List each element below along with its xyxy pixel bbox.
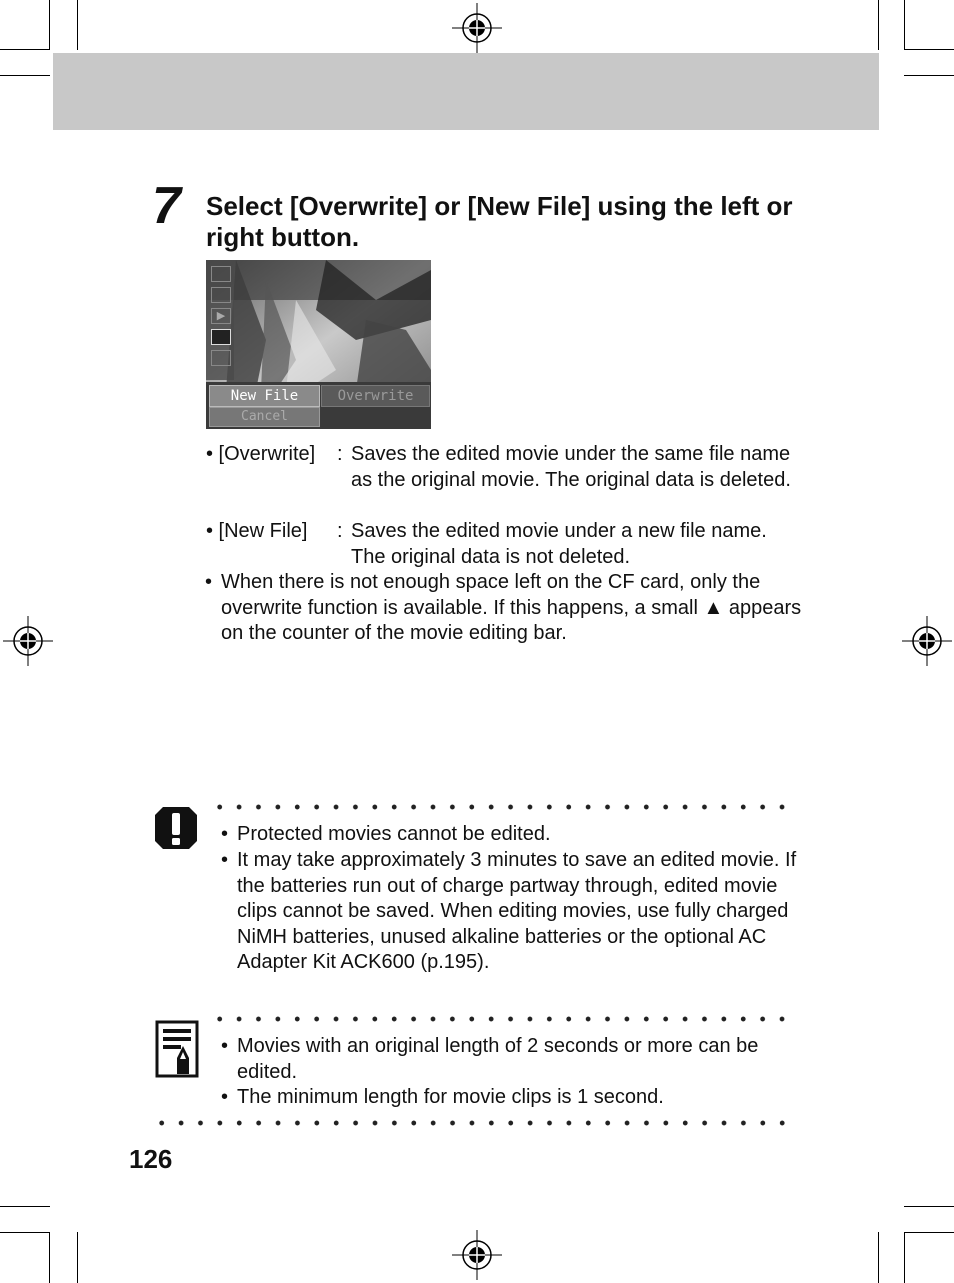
- crop-mark: [904, 75, 954, 76]
- clapper-icon: [211, 266, 231, 282]
- cancel-button[interactable]: [209, 407, 320, 427]
- space-note-text-end: appears on the counter of the movie editing bar.: [221, 596, 802, 645]
- crop-mark: [904, 1232, 905, 1283]
- crop-mark: [0, 49, 50, 50]
- crop-mark: [904, 1206, 954, 1207]
- dotted-divider: [152, 1120, 792, 1126]
- caution-item-text: It may take approximately 3 minutes to save an edited movie. If the batteries run out of charge partway through, edited movie clips cannot be saved. When editing movies, use fully charged NiMH batteries, unused alkaline batteries or the optional AC Adapter Kit ACK600 (p.195).: [237, 849, 797, 974]
- space-note-text: When there is not enough space left on the CF card, only the overwrite function is available. If this happens, a small: [221, 571, 761, 619]
- step-number: 7: [152, 177, 181, 235]
- note-item: [221, 1034, 803, 1085]
- note-item: [221, 1085, 803, 1111]
- registration-mark-icon: [3, 616, 53, 666]
- note-item-text: Movies with an original length of 2 seconds or more can be edited.: [237, 1035, 759, 1083]
- crop-mark: [77, 1232, 78, 1283]
- dotted-divider: [210, 1016, 792, 1022]
- crop-mark: [49, 0, 50, 50]
- crop-mark: [904, 49, 954, 50]
- lcd-screenshot: [206, 260, 431, 429]
- new-file-button[interactable]: [209, 385, 320, 407]
- save-icon: [211, 329, 231, 345]
- registration-mark-icon: [452, 1230, 502, 1280]
- step-title: Select [Overwrite] or [New File] using the left or right button.: [206, 191, 793, 252]
- page-number: 126: [129, 1144, 173, 1174]
- note-item-text: The minimum length for movie clips is 1 second.: [237, 1086, 664, 1108]
- crop-mark: [0, 1232, 50, 1233]
- registration-mark-icon: [902, 616, 952, 666]
- caution-item: [221, 822, 803, 848]
- memo-icon: [155, 1020, 199, 1078]
- definition-term: • [Overwrite]: [206, 443, 316, 465]
- crop-mark: [0, 1206, 50, 1207]
- crop-mark: [0, 75, 50, 76]
- definition-term: • [New File]: [206, 520, 308, 542]
- caution-item: [221, 848, 803, 976]
- caution-item-text: Protected movies cannot be edited.: [237, 823, 551, 845]
- crop-mark: [49, 1232, 50, 1283]
- exit-icon: [211, 350, 231, 366]
- definition-overwrite: [206, 442, 796, 519]
- header-band: [53, 53, 879, 130]
- crop-mark: [878, 1232, 879, 1283]
- cut-icon: [211, 287, 231, 303]
- play-icon: ▶: [211, 308, 231, 324]
- warning-triangle-icon: ▲: [703, 596, 724, 619]
- overwrite-button[interactable]: [321, 385, 430, 407]
- definition-new-file: [206, 519, 796, 571]
- new-file-label: New File: [230, 388, 299, 404]
- definition-description: Saves the edited movie under a new file name. The original data is not deleted.: [351, 520, 767, 568]
- registration-mark-icon: [452, 3, 502, 53]
- cancel-label: Cancel: [241, 409, 288, 424]
- dotted-divider: [210, 804, 792, 810]
- definition-description: Saves the edited movie under the same file name as the original movie. The original data is deleted.: [351, 443, 791, 491]
- space-note: [205, 570, 805, 647]
- crop-mark: [904, 1232, 954, 1233]
- definition-colon: :: [337, 520, 343, 542]
- crop-mark: [878, 0, 879, 50]
- caution-icon: [153, 805, 199, 851]
- overwrite-label: Overwrite: [337, 388, 414, 404]
- definition-colon: :: [337, 443, 343, 465]
- crop-mark: [904, 0, 905, 50]
- crop-mark: [77, 0, 78, 50]
